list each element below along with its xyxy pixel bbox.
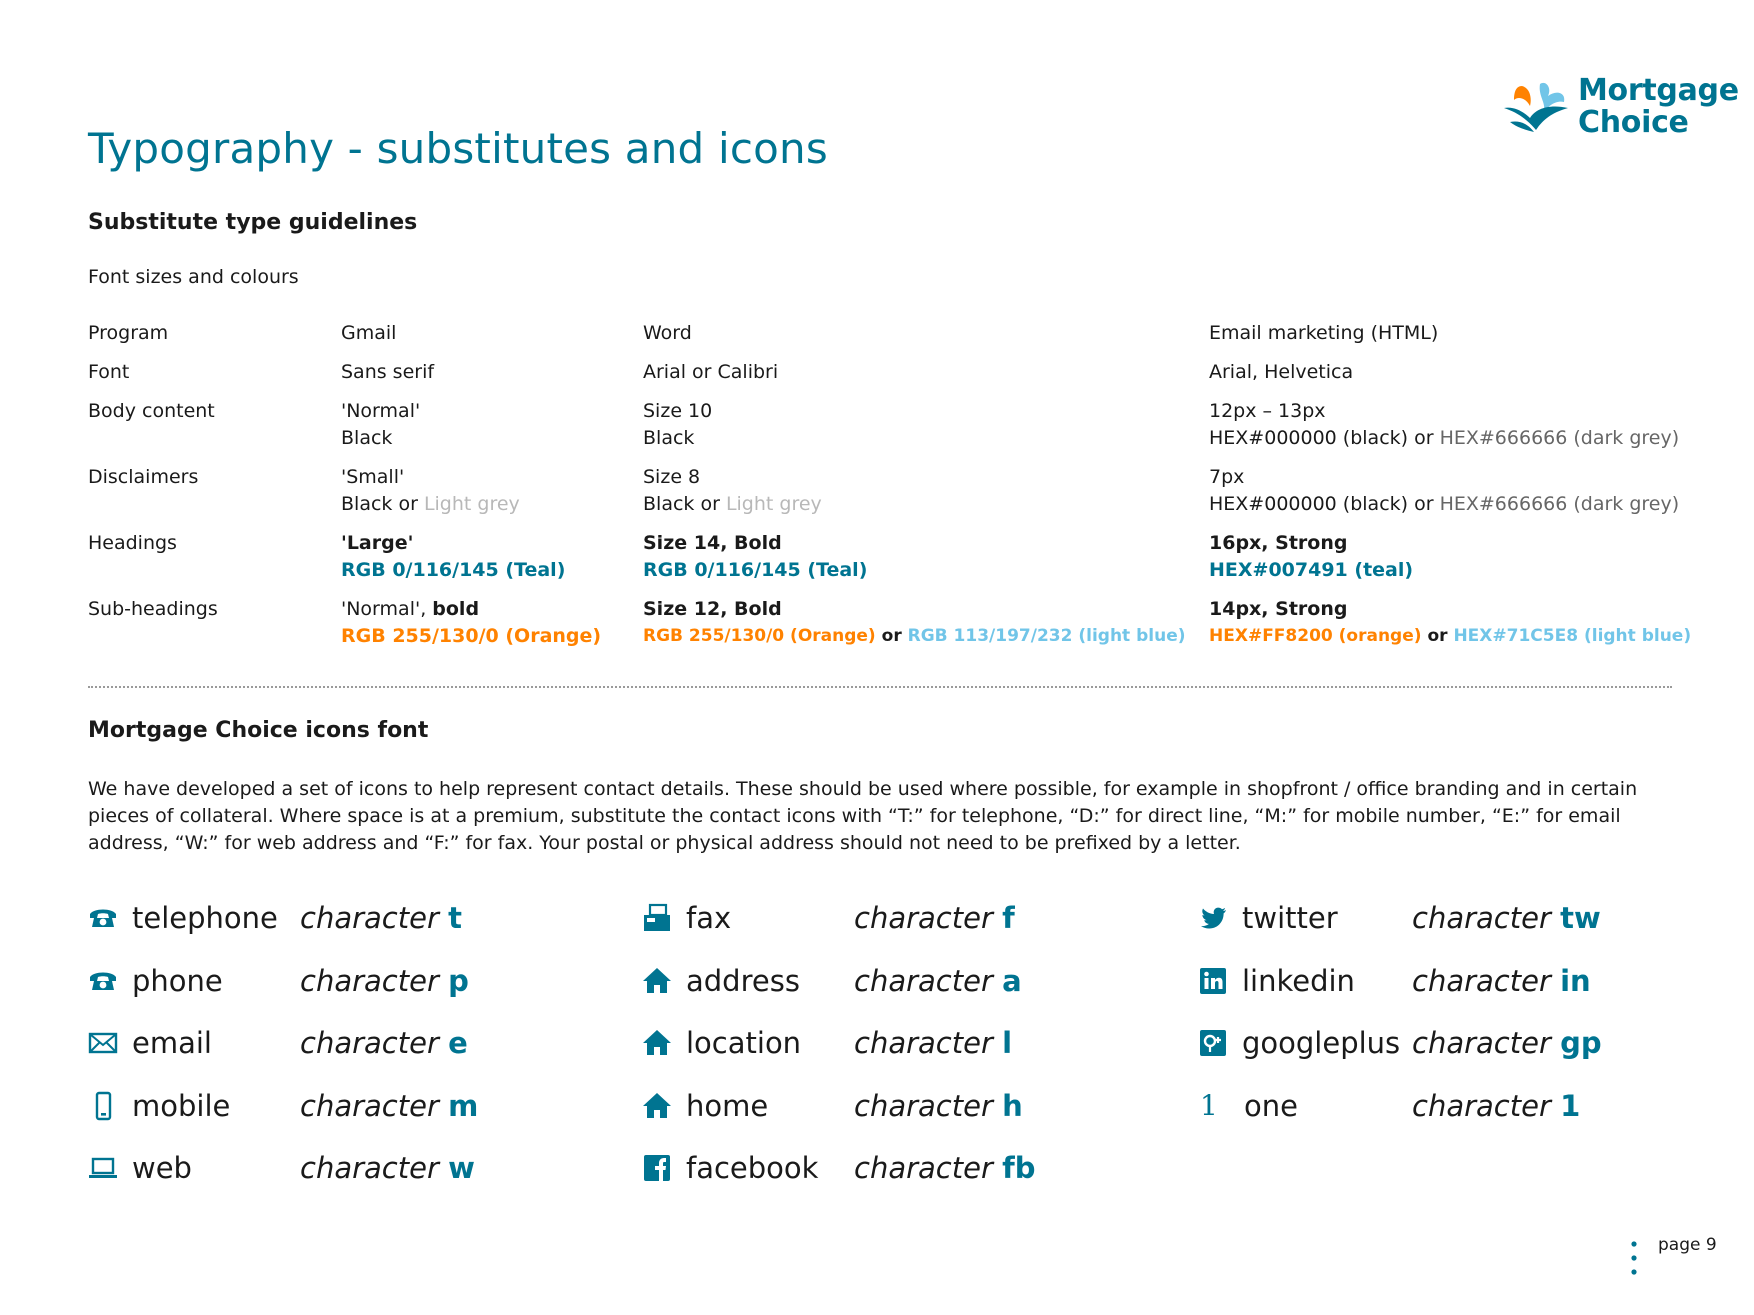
character-word: character [854,1026,993,1060]
linkedin-icon [1198,966,1228,996]
character-word: character [1412,1026,1551,1060]
sub-gmail-normal: 'Normal', [341,598,427,620]
row-label-body: Body content [88,400,215,422]
icon-name: one [1244,1089,1298,1123]
disc-email-darkgrey: HEX#666666 (dark grey) [1439,493,1680,515]
character-code: a [1002,964,1022,998]
disc-word-black: Black or [643,493,720,515]
icon-character [854,1148,1035,1188]
character-word: character [300,901,439,935]
googleplus-icon [1198,1028,1228,1058]
icon-name: location [686,1026,802,1060]
head-gmail-size: 'Large' [341,532,414,554]
sub-email-colour [1209,623,1691,650]
head-email-size: 16px, Strong [1209,532,1348,554]
envelope-icon [88,1028,118,1058]
icon-character [300,961,469,1001]
sub-word-colour [643,623,1186,650]
sub-word-orange: RGB 255/130/0 (Orange) [643,626,876,646]
disc-gmail-size: 'Small' [341,466,405,488]
mortgage-choice-logo [1500,73,1739,144]
head-word-size: Size 14, Bold [643,532,782,554]
twitter-icon [1198,903,1228,933]
row-label-font: Font [88,361,130,383]
icon-character [1412,961,1591,1001]
one-icon: 1 [1200,1089,1218,1122]
facebook-icon [642,1153,672,1183]
house-icon [642,966,672,996]
body-word-colour: Black [643,427,695,449]
icon-character [300,1023,468,1063]
sub-word-lightblue: RGB 113/197/232 (light blue) [907,626,1186,646]
character-word: character [854,1089,993,1123]
page-title: Typography - substitutes and icons [88,124,828,173]
logo-text-line2: Choice [1578,105,1689,140]
icon-character [1412,898,1601,938]
house-icon [642,1028,672,1058]
icons-description [88,776,1688,857]
icon-character [1412,1023,1602,1063]
icon-name: twitter [1242,901,1338,935]
fax-icon [642,903,672,933]
body-word-size: Size 10 [643,400,713,422]
body-email-colour [1209,425,1679,452]
character-word: character [300,1151,439,1185]
character-code: m [448,1089,479,1123]
icon-name: telephone [132,901,278,935]
sub-gmail-colour: RGB 255/130/0 (Orange) [341,625,602,647]
character-code: in [1560,964,1591,998]
character-code: l [1002,1026,1013,1060]
telephone-icon [88,966,118,996]
head-email-colour: HEX#007491 (teal) [1209,559,1414,581]
disc-gmail-black: Black or [341,493,418,515]
character-word: character [854,1151,993,1185]
icon-name: facebook [686,1151,819,1185]
icon-name: mobile [132,1089,231,1123]
disc-gmail-colour [341,491,520,518]
character-word: character [854,964,993,998]
substitute-heading: Substitute type guidelines [88,210,418,235]
character-word: character [1412,1089,1551,1123]
disc-email-black: HEX#000000 (black) or [1209,493,1434,515]
sub-email-or: or [1427,626,1448,646]
font-email: Arial, Helvetica [1209,361,1354,383]
character-word: character [300,1026,439,1060]
icon-name: phone [132,964,223,998]
body-gmail-colour: Black [341,427,393,449]
character-word: character [300,964,439,998]
logo-splash-icon [1500,78,1574,136]
icon-name: web [132,1151,192,1185]
laptop-icon [88,1153,118,1183]
icon-character [854,898,1015,938]
character-code: gp [1560,1026,1602,1060]
character-code: t [448,901,462,935]
row-label-disclaimers: Disclaimers [88,466,199,488]
icon-name: googleplus [1242,1026,1401,1060]
icon-character [854,1023,1012,1063]
disc-email-size: 7px [1209,466,1245,488]
icon-name: home [686,1089,769,1123]
icons-desc-line1: We have developed a set of icons to help represent contact details. These should be used where possible, for example in shopfront / office branding and in certain [88,778,1638,800]
character-code: p [448,964,469,998]
header-email-marketing: Email marketing (HTML) [1209,322,1439,344]
character-word: character [1412,901,1551,935]
font-sizes-subheading: Font sizes and colours [88,266,299,288]
character-code: w [448,1151,475,1185]
character-code: h [1002,1089,1023,1123]
disc-gmail-lightgrey: Light grey [423,493,520,515]
body-email-black: HEX#000000 (black) or [1209,427,1434,449]
icon-name: fax [686,901,732,935]
house-icon [642,1091,672,1121]
sub-email-orange: HEX#FF8200 (orange) [1209,626,1422,646]
character-code: 1 [1560,1089,1581,1123]
disc-word-lightgrey: Light grey [725,493,822,515]
body-email-size: 12px – 13px [1209,400,1326,422]
logo-text-line1: Mortgage [1578,73,1739,108]
icons-heading: Mortgage Choice icons font [88,718,429,743]
icon-character [854,961,1022,1001]
character-code: e [448,1026,468,1060]
header-gmail: Gmail [341,322,397,344]
icons-desc-line3: address, “W:” for web address and “F:” for fax. Your postal or physical address should not need to be prefixed by a letter. [88,832,1241,854]
icon-name: address [686,964,800,998]
icon-name: email [132,1026,212,1060]
icon-character [300,898,462,938]
header-program: Program [88,322,169,344]
disc-word-size: Size 8 [643,466,701,488]
row-label-headings: Headings [88,532,177,554]
body-gmail-size: 'Normal' [341,400,421,422]
character-code: f [1002,901,1015,935]
character-code: tw [1560,901,1601,935]
font-gmail: Sans serif [341,361,435,383]
character-code: fb [1002,1151,1036,1185]
disc-email-colour [1209,491,1679,518]
icons-desc-line2: pieces of collateral. Where space is at a premium, substitute the contact icons with “T:” for telephone, “D:” for direct line, “M:” for mobile number, “E:” for email [88,805,1621,827]
body-email-darkgrey: HEX#666666 (dark grey) [1439,427,1680,449]
sub-email-lightblue: HEX#71C5E8 (light blue) [1453,626,1692,646]
section-divider [88,686,1672,688]
sub-gmail-bold: bold [432,598,480,620]
icon-character [854,1086,1023,1126]
sub-gmail-size [341,596,479,623]
head-gmail-colour: RGB 0/116/145 (Teal) [341,559,566,581]
character-word: character [854,901,993,935]
icon-character [1412,1086,1580,1126]
mobile-icon [88,1091,118,1121]
icon-name: linkedin [1242,964,1355,998]
head-word-colour: RGB 0/116/145 (Teal) [643,559,868,581]
page-number: page 9 [1658,1235,1717,1255]
disc-word-colour [643,491,822,518]
icon-character [300,1086,478,1126]
sub-word-or: or [881,626,902,646]
sub-word-size: Size 12, Bold [643,598,782,620]
icon-character [300,1148,475,1188]
page-dots-icon [1630,1240,1638,1276]
header-word: Word [643,322,692,344]
character-word: character [1412,964,1551,998]
telephone-icon [88,903,118,933]
character-word: character [300,1089,439,1123]
sub-email-size: 14px, Strong [1209,598,1348,620]
row-label-subheadings: Sub-headings [88,598,218,620]
font-word: Arial or Calibri [643,361,779,383]
